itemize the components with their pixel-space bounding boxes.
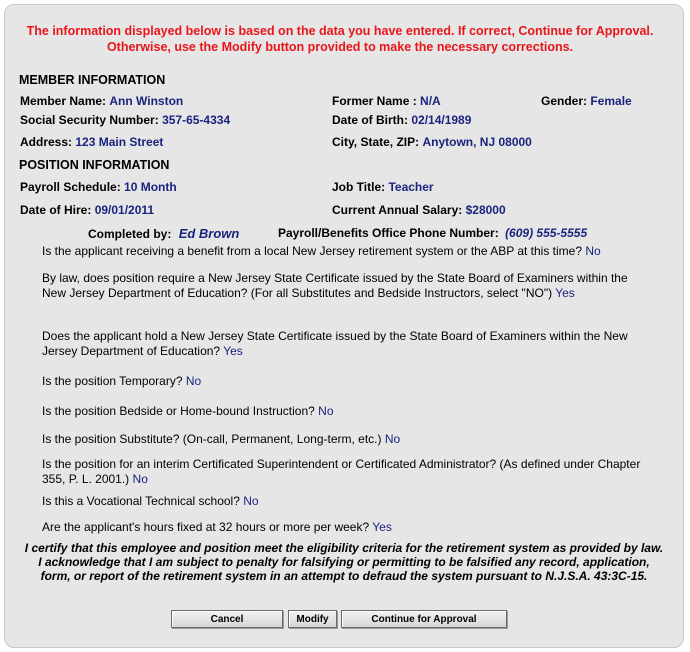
- completed-by-label: Completed by:: [88, 227, 172, 241]
- question-answer: No: [243, 494, 259, 508]
- phone-row: [278, 226, 587, 240]
- member-name-value: Ann Winston: [109, 94, 184, 108]
- question-item: [42, 404, 642, 419]
- question-item: [42, 329, 642, 359]
- question-answer: No: [185, 374, 202, 388]
- ssn-label: Social Security Number:: [20, 113, 159, 127]
- address-value: 123 Main Street: [75, 135, 164, 149]
- city-label: City, State, ZIP:: [332, 135, 420, 149]
- former-name-label: Former Name :: [332, 94, 417, 108]
- job-title-label: Job Title:: [332, 180, 386, 194]
- question-item: [42, 244, 642, 259]
- salary-row: [332, 203, 506, 217]
- payroll-value: 10 Month: [124, 180, 177, 194]
- continue-for-approval-button[interactable]: Continue for Approval: [341, 610, 507, 628]
- dob-row: [332, 113, 471, 127]
- question-text: Does the applicant hold a New Jersey State Certificate issued by the State Board of Examiners within the New Jersey Department of Education?: [42, 329, 628, 358]
- address-label: Address:: [20, 135, 73, 149]
- former-name-row: [332, 94, 441, 108]
- question-text: By law, does position require a New Jersey State Certificate issued by the State Board of Examiners within the New Jersey Department of Education? (For all Substitutes and Bedside Instructors, select "NO"): [42, 271, 628, 300]
- question-text: Is the position for an interim Certificated Superintendent or Certificated Administrator? (As defined under Chapter 355, P. L. 2001.): [42, 457, 641, 486]
- question-answer: No: [132, 472, 148, 486]
- member-name-row: [20, 94, 183, 108]
- salary-value: $28000: [465, 203, 506, 217]
- question-text: Is the position Bedside or Home-bound Instruction?: [42, 404, 315, 418]
- question-text: Is the position Temporary?: [42, 374, 183, 388]
- modify-button[interactable]: Modify: [288, 610, 337, 628]
- dob-value: 02/14/1989: [411, 113, 472, 127]
- hire-row: [20, 203, 154, 217]
- question-text: Are the applicant's hours fixed at 32 hours or more per week?: [42, 520, 370, 534]
- question-text: Is the applicant receiving a benefit from a local New Jersey retirement system or the ABP at this time?: [42, 244, 583, 258]
- salary-label: Current Annual Salary:: [332, 203, 463, 217]
- cancel-button[interactable]: Cancel: [171, 610, 283, 628]
- payroll-label: Payroll Schedule:: [20, 180, 121, 194]
- dob-label: Date of Birth:: [332, 113, 408, 127]
- question-answer: Yes: [223, 344, 243, 358]
- member-information-heading: MEMBER INFORMATION: [19, 73, 166, 87]
- question-text: Is the position Substitute? (On-call, Permanent, Long-term, etc.): [42, 432, 382, 446]
- gender-row: [541, 94, 632, 108]
- hire-label: Date of Hire:: [20, 203, 92, 217]
- question-item: [42, 432, 642, 447]
- city-value: Anytown, NJ 08000: [422, 135, 532, 149]
- hire-value: 09/01/2011: [94, 203, 155, 217]
- job-title-row: [332, 180, 434, 194]
- gender-value: Female: [590, 94, 632, 108]
- payroll-row: [20, 180, 177, 194]
- phone-value: (609) 555-5555: [505, 226, 588, 240]
- question-item: [42, 271, 642, 301]
- question-item: [42, 494, 642, 509]
- phone-label: Payroll/Benefits Office Phone Number:: [278, 226, 499, 240]
- question-answer: Yes: [372, 520, 392, 534]
- question-answer: Yes: [555, 286, 575, 300]
- question-item: [42, 520, 642, 535]
- gender-label: Gender:: [541, 94, 588, 108]
- city-row: [332, 135, 532, 149]
- question-item: [42, 457, 642, 487]
- completed-by-row: [88, 226, 239, 241]
- position-information-heading: POSITION INFORMATION: [19, 158, 170, 172]
- question-answer: No: [384, 432, 401, 446]
- question-answer: No: [585, 244, 601, 258]
- job-title-value: Teacher: [388, 180, 434, 194]
- question-item: [42, 374, 642, 389]
- former-name-value: N/A: [420, 94, 441, 108]
- address-row: [20, 135, 163, 149]
- member-name-label: Member Name:: [20, 94, 107, 108]
- ssn-value: 357-65-4334: [162, 113, 231, 127]
- question-text: Is this a Vocational Technical school?: [42, 494, 240, 508]
- notice-text: The information displayed below is based on the data you have entered. If correct, Continue for Approval. Otherwise, use the Modify button provided to make the necessary corrections.: [26, 24, 654, 54]
- question-answer: No: [318, 404, 334, 418]
- completed-by-value: Ed Brown: [178, 226, 240, 241]
- certification-text: I certify that this employee and position meet the eligibility criteria for the retirement system as provided by law. I acknowledge that I am subject to penalty for falsifying or permitting to be falsified any record, application, form, or report of the retirement system in an attempt to defraud the system pursuant to N.J.S.A. 43:3C-15.: [24, 541, 664, 583]
- ssn-row: [20, 113, 230, 127]
